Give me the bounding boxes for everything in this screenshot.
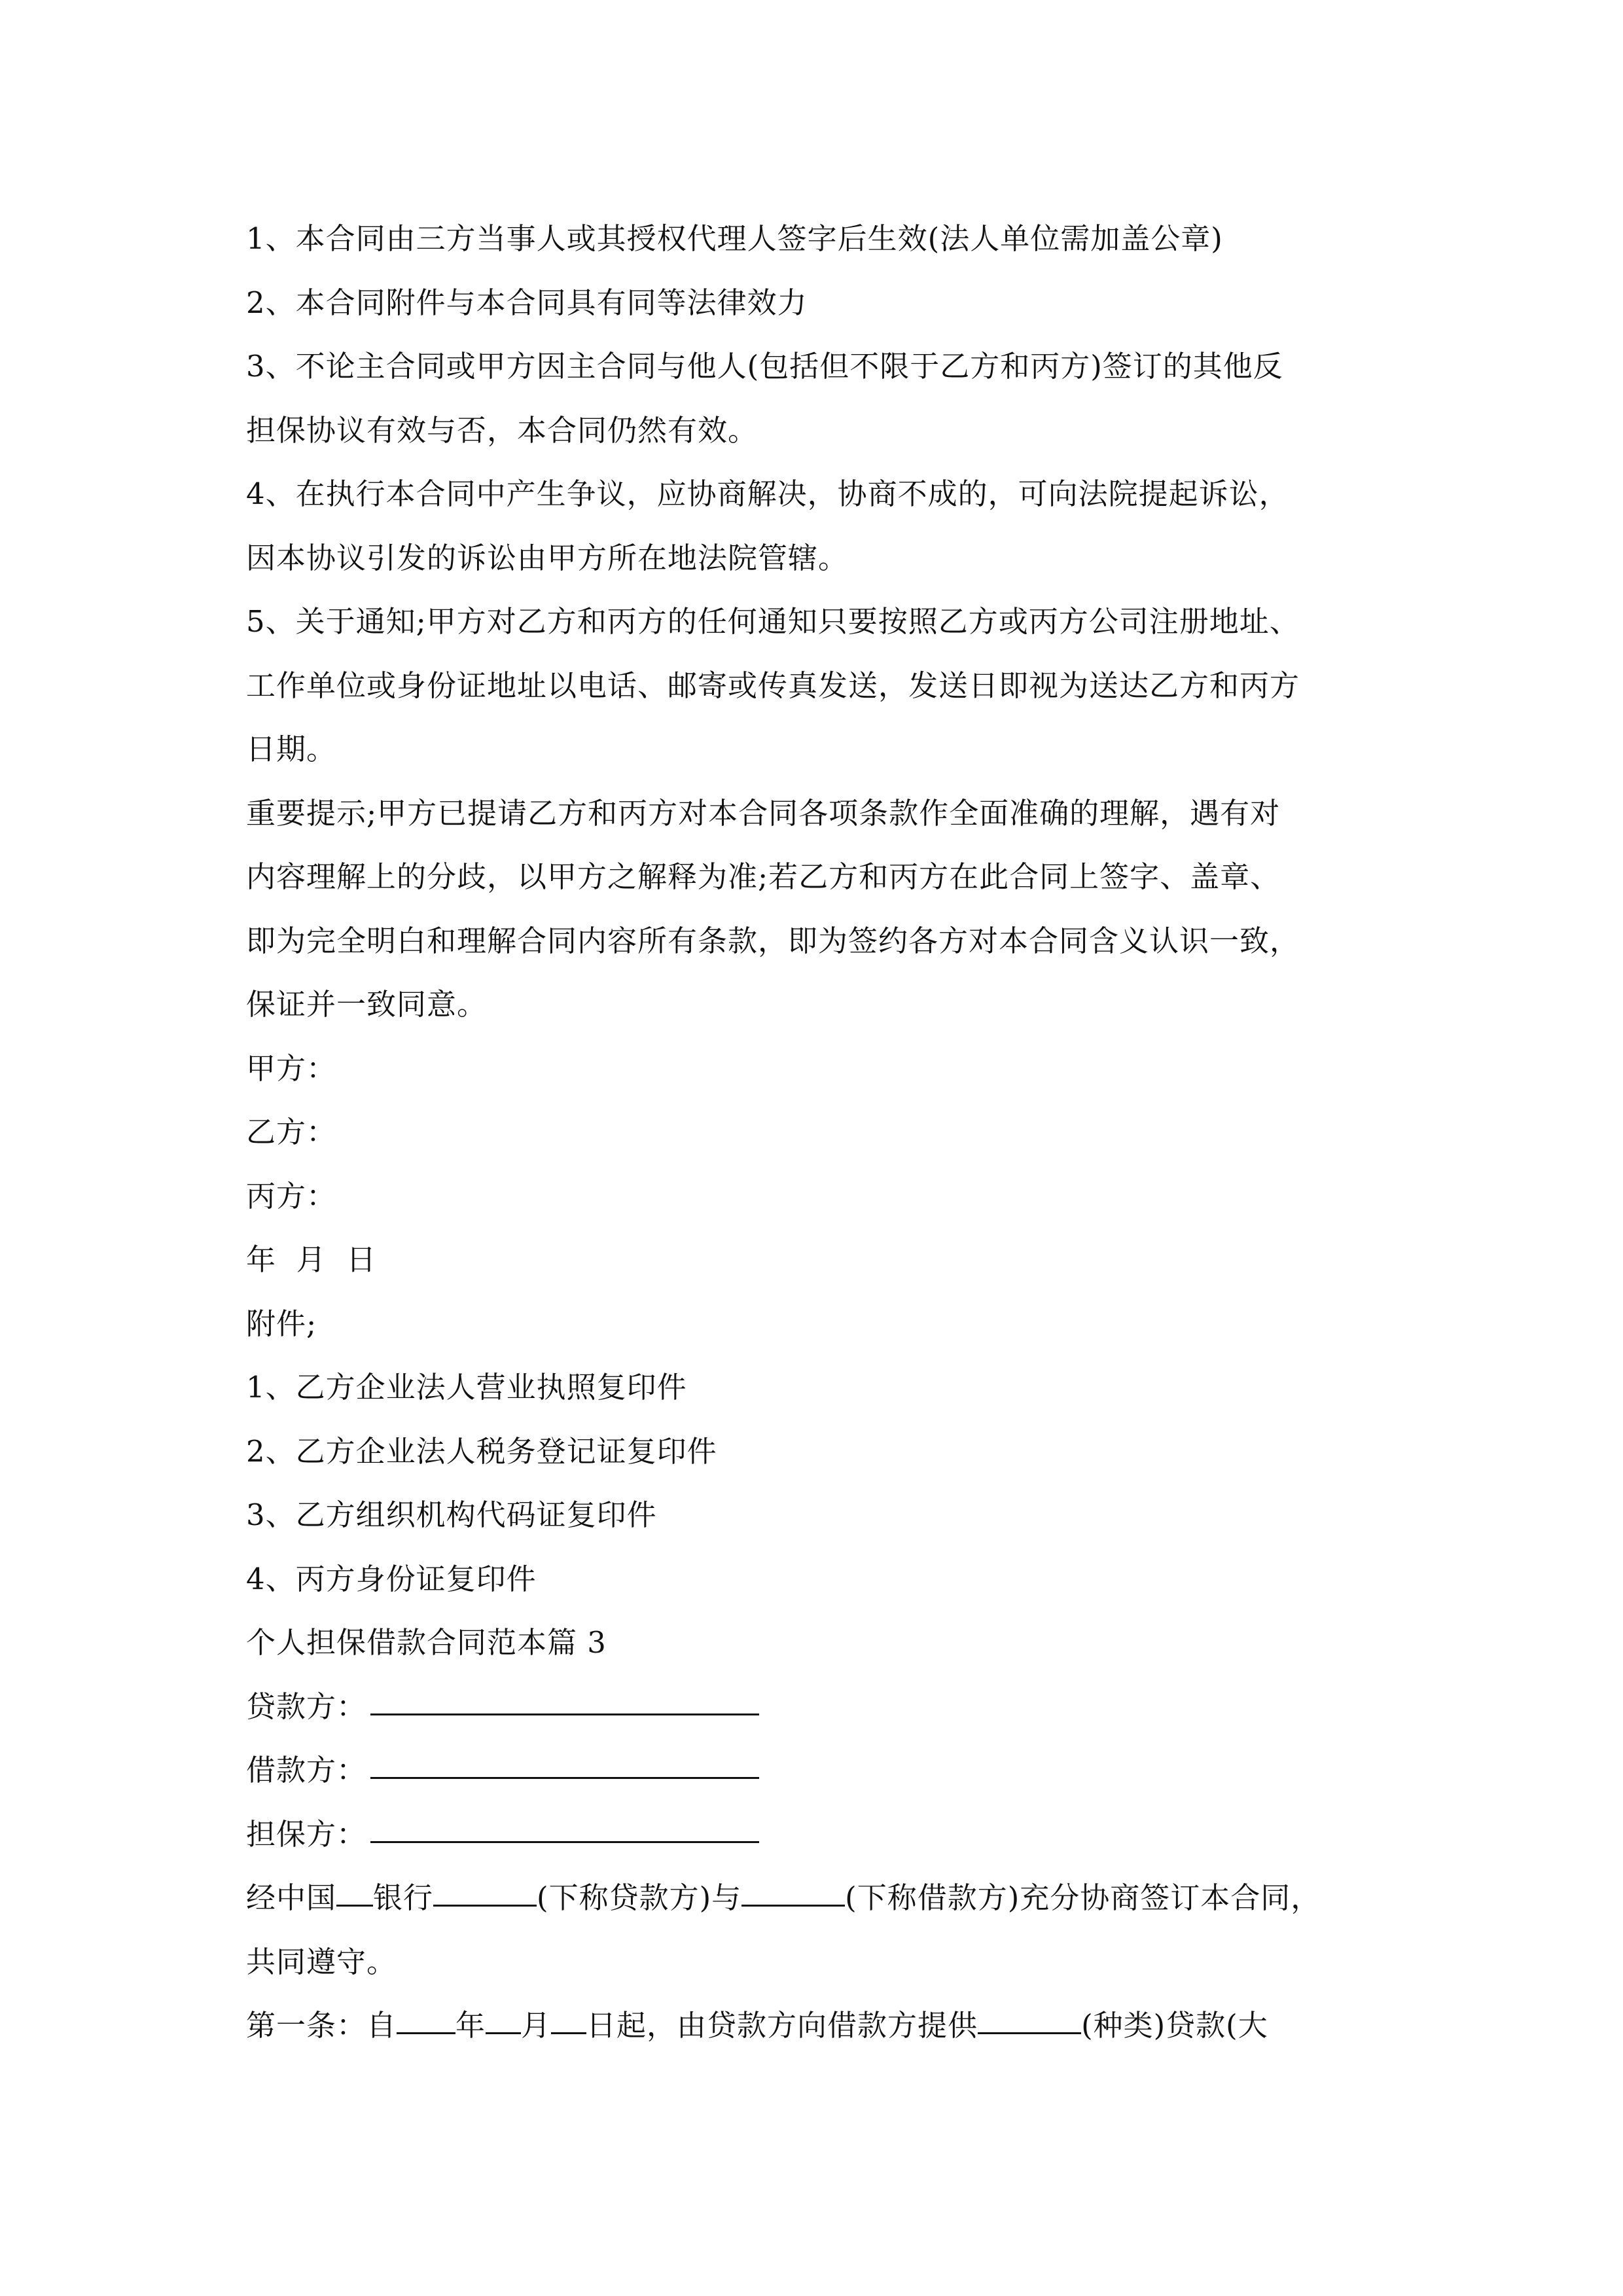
attachment-item: 4、丙方身份证复印件	[246, 1561, 537, 1596]
branch-blank	[433, 1871, 537, 1907]
attachment-item: 2、乙方企业法人税务登记证复印件	[246, 1433, 717, 1469]
intro-line: 共同遵守。	[246, 1944, 397, 1979]
intro-text: (下称借款方)充分协商签订本合同，	[845, 1880, 1321, 1915]
guarantor-label: 担保方：	[246, 1816, 367, 1852]
bank-name-blank	[336, 1871, 373, 1907]
article-text: (种类)贷款(大	[1081, 2008, 1268, 2043]
intro-text: (下称贷款方)与	[537, 1880, 742, 1915]
clause-line: 2、本合同附件与本合同具有同等法律效力	[246, 285, 808, 320]
attachments-heading: 附件;	[246, 1306, 317, 1341]
signature-party-c: 丙方：	[246, 1178, 337, 1213]
section-title: 个人担保借款合同范本篇 3	[246, 1625, 607, 1660]
signature-party-a: 甲方：	[246, 1050, 337, 1086]
clause-line: 担保协议有效与否，本合同仍然有效。	[246, 412, 758, 448]
notice-line: 内容理解上的分歧，以甲方之解释为准;若乙方和丙方在此合同上签字、盖章、	[246, 859, 1281, 894]
month-blank	[486, 1998, 521, 2034]
intro-line	[246, 1866, 1398, 1930]
clause-line: 3、不论主合同或甲方因主合同与他人(包括但不限于乙方和丙方)签订的其他反	[246, 349, 1283, 384]
clause-line: 1、本合同由三方当事人或其授权代理人签字后生效(法人单位需加盖公章)	[246, 221, 1223, 256]
borrower-name-blank	[741, 1871, 845, 1907]
intro-text: 银行	[373, 1880, 434, 1915]
borrower-label: 借款方：	[246, 1753, 367, 1787]
notice-line: 保证并一致同意。	[246, 987, 488, 1022]
year-blank	[397, 1998, 455, 2034]
article-text: 月	[521, 2008, 552, 2043]
article-text: 第一条：自	[246, 2008, 397, 2043]
guarantor-blank	[370, 1807, 759, 1843]
notice-line: 重要提示;甲方已提请乙方和丙方对本合同各项条款作全面准确的理解，遇有对	[246, 795, 1281, 831]
clause-line: 5、关于通知;甲方对乙方和丙方的任何通知只要按照乙方或丙方公司注册地址、	[246, 604, 1300, 639]
attachment-item: 1、乙方企业法人营业执照复印件	[246, 1370, 687, 1405]
lender-blank	[370, 1679, 759, 1715]
lender-row	[246, 1675, 1398, 1739]
notice-line: 即为完全明白和理解合同内容所有条款，即为签约各方对本合同含义认识一致，	[246, 923, 1300, 958]
article-1-line	[246, 1994, 1398, 2058]
intro-text: 经中国	[246, 1880, 337, 1915]
clause-line: 工作单位或身份证地址以电话、邮寄或传真发送，发送日即视为送达乙方和丙方	[246, 668, 1300, 703]
signature-party-b: 乙方：	[246, 1115, 337, 1149]
borrower-row	[246, 1738, 1398, 1803]
lender-label: 贷款方：	[246, 1689, 367, 1724]
loan-type-blank	[978, 1998, 1081, 2034]
article-text: 年	[455, 2008, 486, 2043]
attachment-item: 3、乙方组织机构代码证复印件	[246, 1498, 657, 1532]
signature-date: 年 月 日	[246, 1242, 377, 1277]
article-text: 日起，由贷款方向借款方提供	[586, 2008, 978, 2043]
clause-line: 4、在执行本合同中产生争议，应协商解决，协商不成的，可向法院提起诉讼，	[246, 476, 1289, 511]
borrower-blank	[370, 1743, 759, 1779]
clause-line: 因本协议引发的诉讼由甲方所在地法院管辖。	[246, 540, 849, 575]
clause-line: 日期。	[246, 732, 337, 766]
document-body	[246, 207, 1398, 2058]
day-blank	[551, 1998, 586, 2034]
guarantor-row	[246, 1803, 1398, 1867]
